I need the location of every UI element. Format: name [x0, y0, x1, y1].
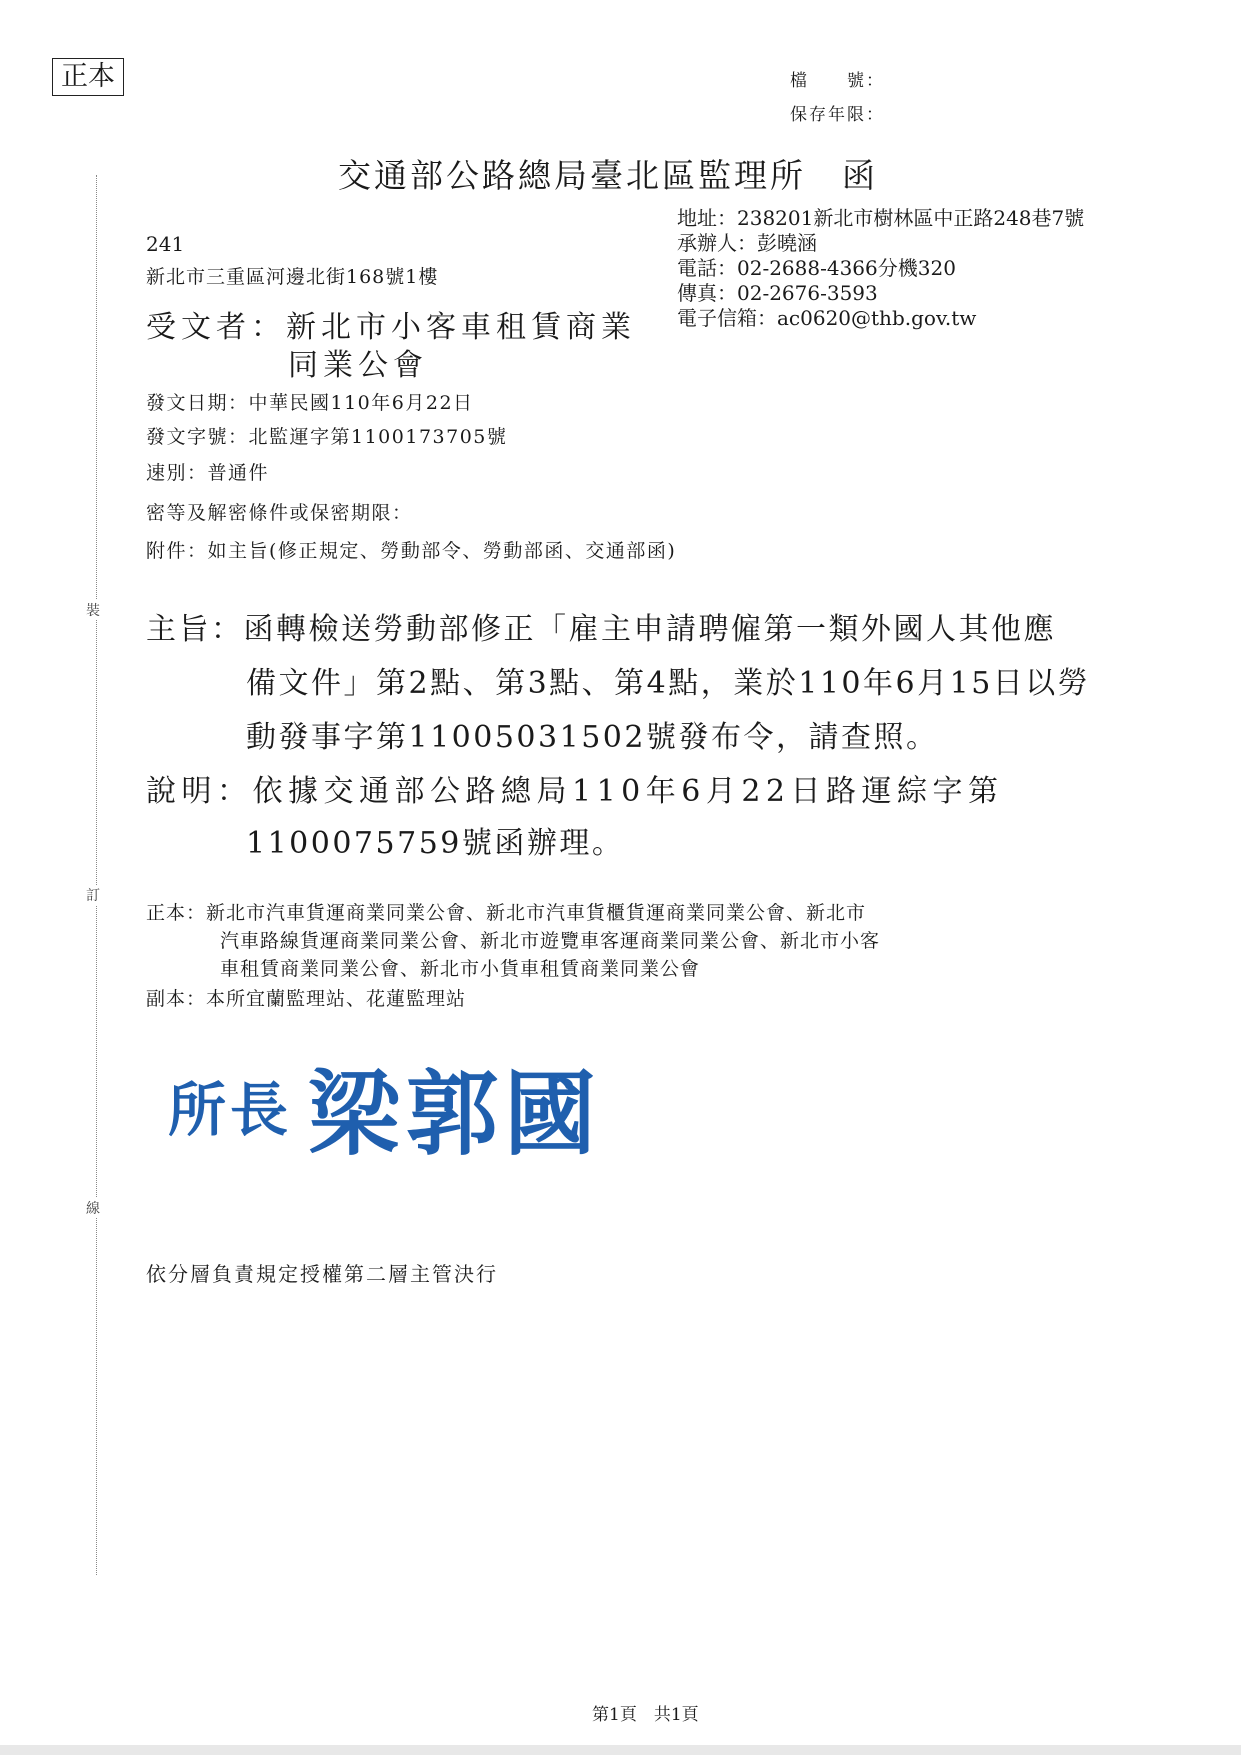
recipient-address: 新北市三重區河邊北街168號1樓: [146, 266, 439, 288]
signature-title: 所長: [168, 1076, 293, 1144]
page-number: 第1頁 共1頁: [592, 1705, 699, 1725]
sender-info: [677, 206, 1084, 331]
file-number-label: 檔 號：: [790, 71, 885, 91]
delivery-speed: 速別：普通件: [146, 462, 270, 484]
subject-line-1: 主旨：函轉檢送勞動部修正「雇主申請聘僱第一類外國人其他應: [146, 612, 1056, 647]
binding-char-ding: 訂: [86, 885, 100, 905]
recipient-name: 受文者：新北市小客車租賃商業: [146, 310, 636, 345]
sender-email: 電子信箱：ac0620@thb.gov.tw: [677, 306, 977, 330]
recipient-name-cont: 同業公會: [288, 348, 428, 383]
document-title: 交通部公路總局臺北區監理所 函: [338, 156, 878, 195]
attachment-info: 附件：如主旨(修正規定、勞動部令、勞動部函、交通部函): [146, 540, 677, 562]
copy-recipients: 副本：本所宜蘭監理站、花蓮監理站: [146, 988, 467, 1010]
signature-name: 梁郭國: [308, 1060, 603, 1168]
original-copy-stamp: 正本: [52, 58, 124, 96]
recipient-postcode: 241: [146, 232, 185, 256]
scan-bottom-edge: [0, 1745, 1241, 1755]
document-number: 發文字號：北監運字第1100173705號: [146, 426, 508, 448]
distribution-line-3: 車租賃商業同業公會、新北市小貨車租賃商業同業公會: [220, 958, 701, 980]
distribution-line-1: 正本：新北市汽車貨運商業同業公會、新北市汽車貨櫃貨運商業同業公會、新北市: [146, 902, 867, 924]
binding-char-xian: 線: [86, 1198, 100, 1218]
binding-line: [96, 175, 97, 1575]
retention-period-label: 保存年限：: [790, 105, 885, 125]
subject-line-3: 動發事字第11005031502號發布令，請查照。: [246, 720, 939, 755]
issue-date: 發文日期：中華民國110年6月22日: [146, 392, 474, 414]
distribution-line-2: 汽車路線貨運商業同業公會、新北市遊覽車客運商業同業公會、新北市小客: [220, 930, 881, 952]
subject-line-2: 備文件」第2點、第3點、第4點，業於110年6月15日以勞: [246, 666, 1091, 701]
binding-char-zhuang: 裝: [86, 600, 100, 620]
sender-phone: 電話：02-2688-4366分機320: [677, 256, 956, 280]
sender-fax: 傳真：02-2676-3593: [677, 281, 878, 305]
sender-address: 地址：238201新北市樹林區中正路248巷7號: [677, 206, 1085, 230]
explanation-line-2: 1100075759號函辦理。: [246, 826, 625, 861]
explanation-line-1: 說明：依據交通部公路總局110年6月22日路運綜字第: [146, 774, 1004, 809]
sender-contact: 承辦人：彭曉涵: [677, 231, 817, 255]
secrecy-level: 密等及解密條件或保密期限：: [146, 502, 413, 524]
delegation-note: 依分層負責規定授權第二層主管決行: [146, 1262, 498, 1286]
director-signature-stamp: [168, 1050, 638, 1170]
